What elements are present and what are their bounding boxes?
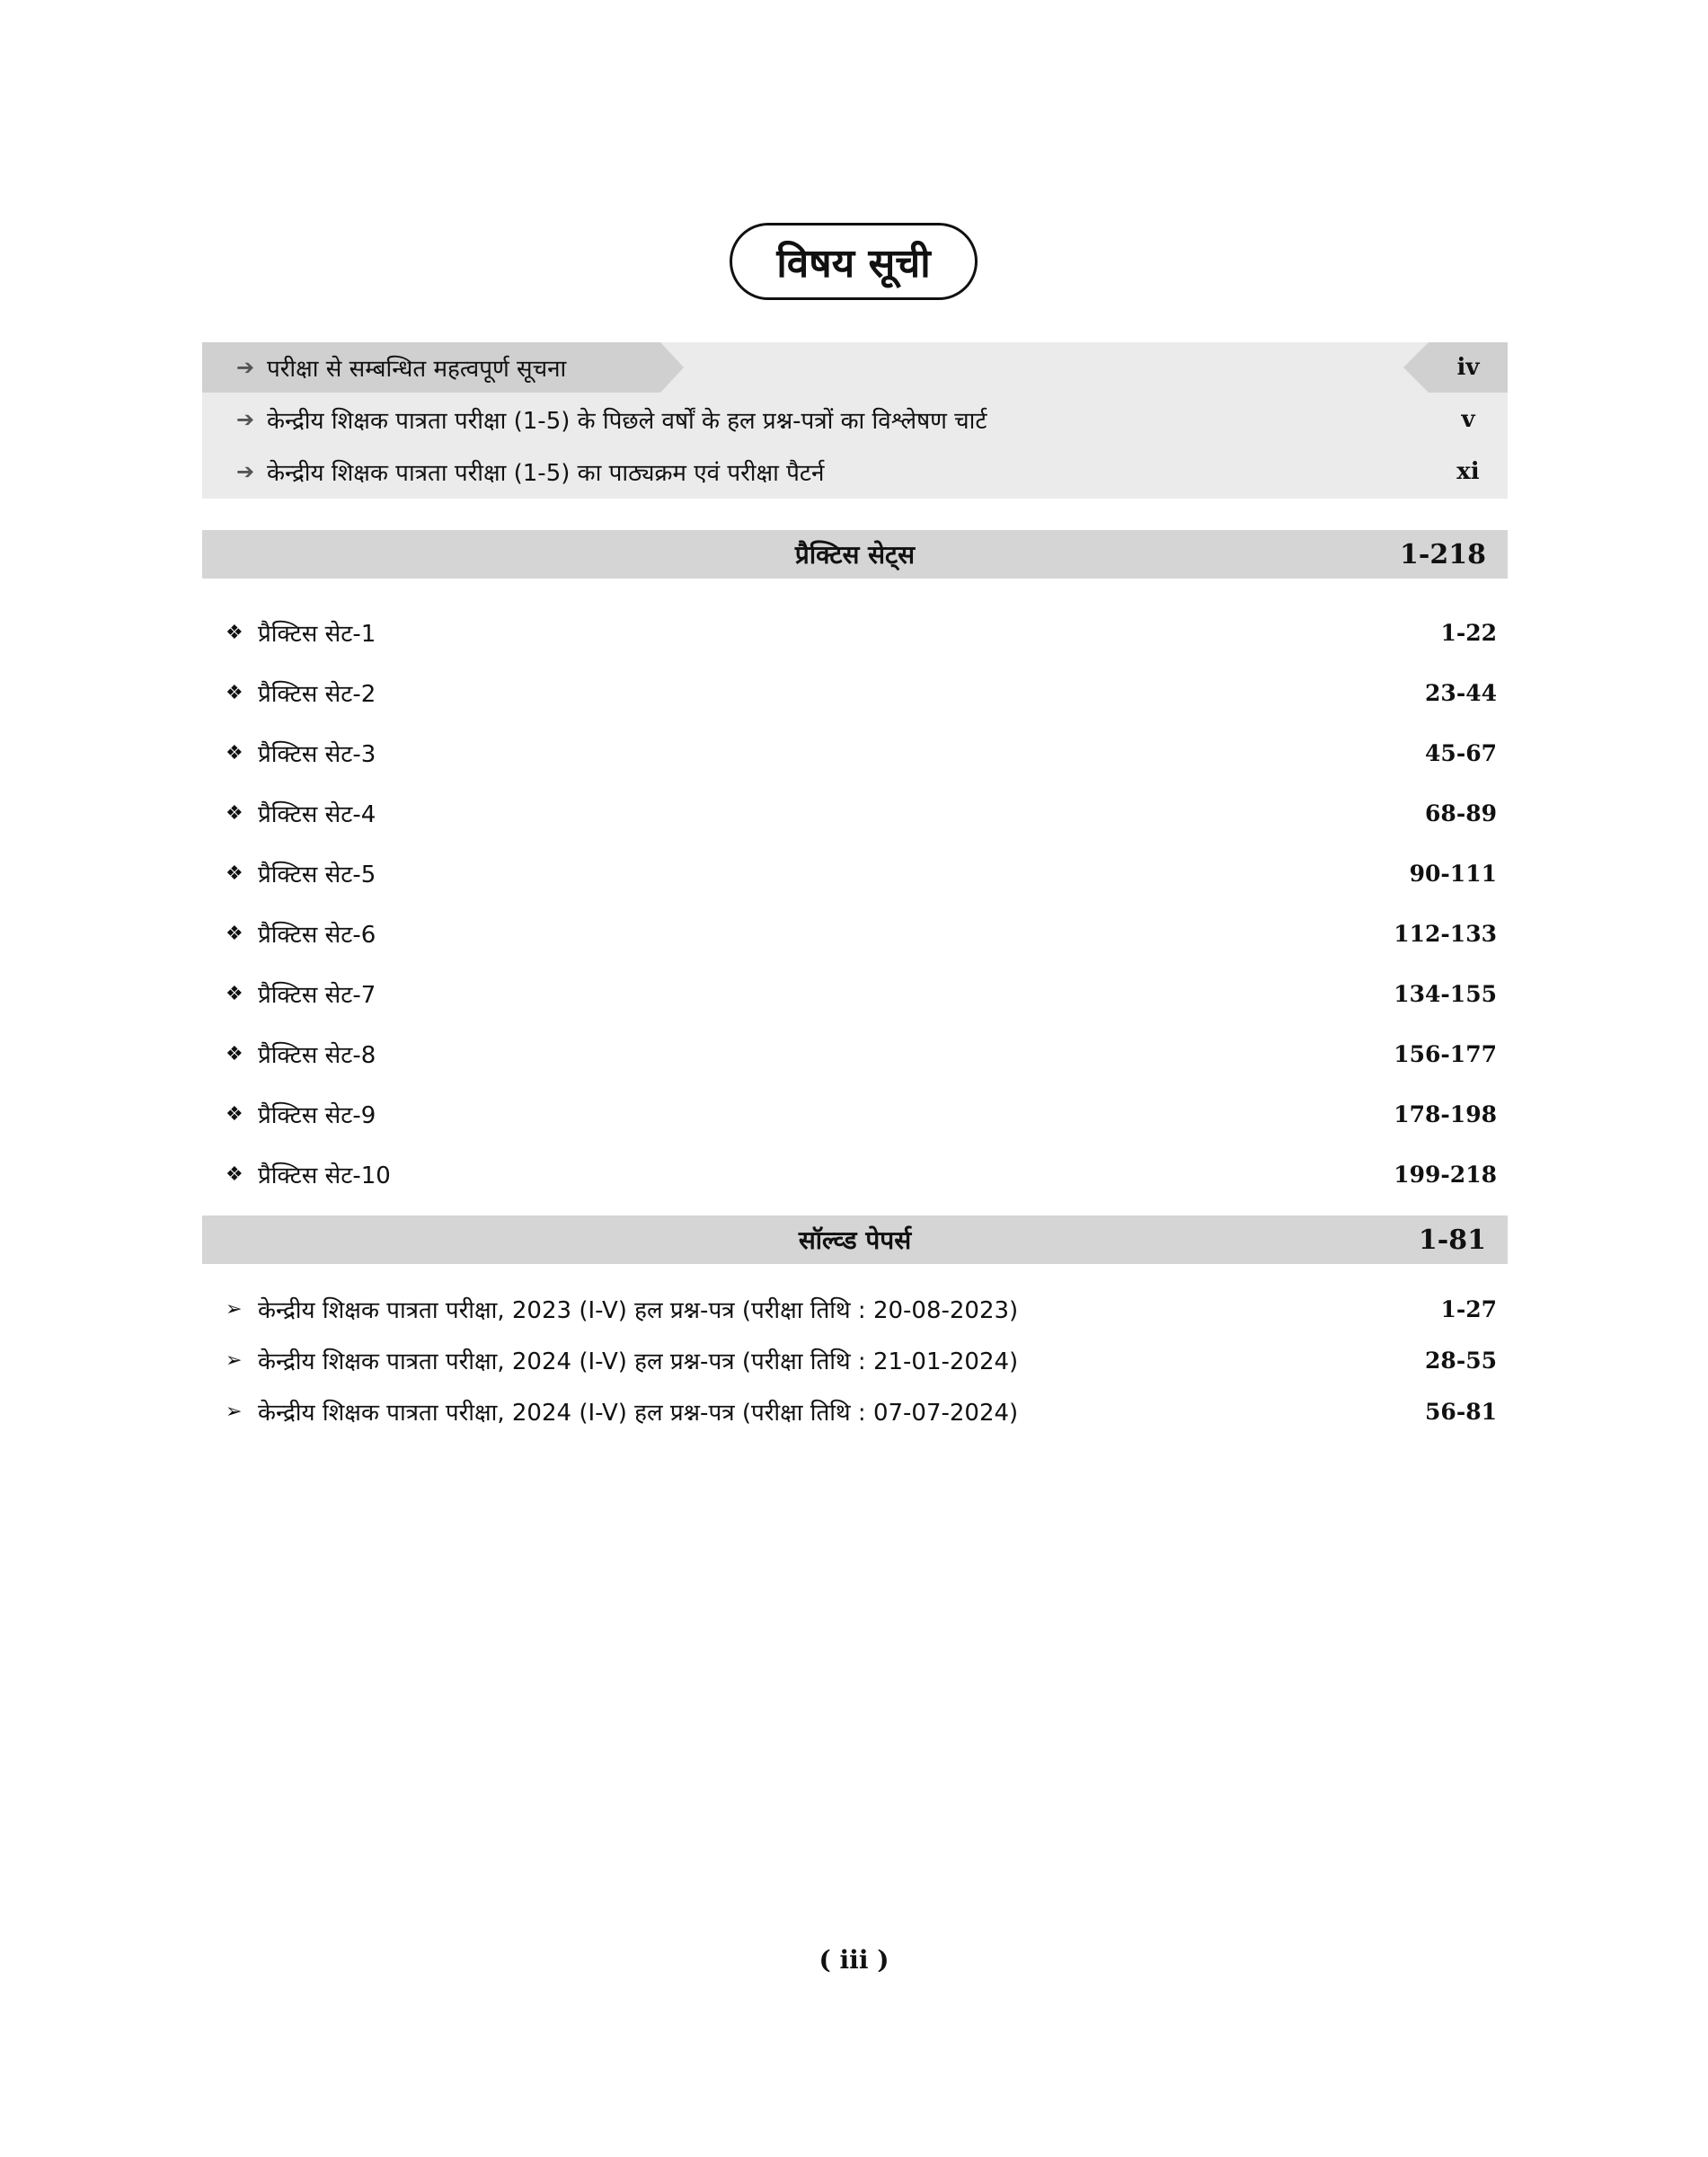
arrow-right-icon: ➔	[236, 407, 255, 432]
toc-item-pages: 68-89	[1425, 800, 1497, 827]
toc-item-pages: 178-198	[1394, 1101, 1497, 1127]
toc-item-label: प्रैक्टिस सेट-8	[258, 1042, 376, 1069]
intro-item-label: केन्द्रीय शिक्षक पात्रता परीक्षा (1-5) का पाठ्यक्रम एवं परीक्षा पैटर्न	[267, 460, 825, 487]
section-page-range: 1-81	[1418, 1224, 1486, 1256]
diamond-bullet-icon: ❖	[226, 801, 243, 825]
toc-item-practice-set-10[interactable]	[202, 1156, 1508, 1192]
toc-item-practice-set-2[interactable]	[202, 675, 1508, 711]
toc-item-pages: 90-111	[1409, 860, 1497, 887]
toc-item-solved-paper-2[interactable]	[202, 1342, 1508, 1378]
toc-item-label: केन्द्रीय शिक्षक पात्रता परीक्षा, 2024 (I-V) हल प्रश्न-पत्र (परीक्षा तिथि : 21-01-2024)	[258, 1348, 1019, 1375]
toc-item-label: प्रैक्टिस सेट-10	[258, 1162, 391, 1189]
intro-item-label: परीक्षा से सम्बन्धित महत्वपूर्ण सूचना	[267, 356, 567, 383]
page-title: विषय सूची	[730, 223, 978, 300]
diamond-bullet-icon: ❖	[226, 621, 243, 644]
diamond-bullet-icon: ❖	[226, 681, 243, 704]
toc-item-label: प्रैक्टिस सेट-3	[258, 741, 376, 768]
intro-item-page: iv	[1456, 354, 1480, 381]
toc-item-pages: 1-22	[1440, 619, 1497, 646]
toc-item-pages: 112-133	[1394, 920, 1497, 947]
toc-item-label: प्रैक्टिस सेट-2	[258, 681, 376, 708]
intro-item[interactable]	[202, 394, 1508, 445]
toc-item-label: केन्द्रीय शिक्षक पात्रता परीक्षा, 2024 (I-V) हल प्रश्न-पत्र (परीक्षा तिथि : 07-07-2024)	[258, 1400, 1019, 1427]
toc-item-pages: 1-27	[1440, 1295, 1497, 1322]
toc-item-practice-set-6[interactable]	[202, 915, 1508, 951]
intro-item[interactable]	[202, 342, 1508, 393]
toc-item-label: प्रैक्टिस सेट-6	[258, 922, 376, 949]
arrowhead-bullet-icon: ➢	[226, 1297, 243, 1321]
arrow-right-icon: ➔	[236, 355, 255, 380]
toc-item-label: प्रैक्टिस सेट-9	[258, 1102, 376, 1129]
arrowhead-bullet-icon: ➢	[226, 1400, 243, 1423]
toc-item-label: प्रैक्टिस सेट-5	[258, 862, 376, 888]
toc-item-pages: 23-44	[1425, 679, 1497, 706]
intro-item[interactable]	[202, 446, 1508, 497]
toc-item-label: प्रैक्टिस सेट-1	[258, 621, 376, 648]
toc-item-pages: 156-177	[1394, 1040, 1497, 1067]
diamond-bullet-icon: ❖	[226, 922, 243, 945]
intro-block	[202, 342, 1508, 499]
section-header-solved-papers[interactable]	[202, 1216, 1508, 1264]
toc-item-practice-set-9[interactable]	[202, 1096, 1508, 1132]
diamond-bullet-icon: ❖	[226, 1102, 243, 1126]
toc-item-pages: 28-55	[1425, 1347, 1497, 1374]
arrow-right-icon: ➔	[236, 459, 255, 484]
toc-item-practice-set-4[interactable]	[202, 795, 1508, 831]
intro-item-page: xi	[1456, 458, 1480, 485]
section-header-practice-sets[interactable]	[202, 530, 1508, 579]
toc-item-practice-set-8[interactable]	[202, 1036, 1508, 1072]
diamond-bullet-icon: ❖	[226, 1042, 243, 1065]
diamond-bullet-icon: ❖	[226, 1162, 243, 1186]
toc-item-pages: 56-81	[1425, 1398, 1497, 1425]
diamond-bullet-icon: ❖	[226, 741, 243, 765]
toc-item-practice-set-7[interactable]	[202, 976, 1508, 1012]
toc-item-label: केन्द्रीय शिक्षक पात्रता परीक्षा, 2023 (I-V) हल प्रश्न-पत्र (परीक्षा तिथि : 20-08-2023)	[258, 1297, 1019, 1324]
section-title: प्रैक्टिस सेट्स	[794, 540, 916, 570]
intro-item-label: केन्द्रीय शिक्षक पात्रता परीक्षा (1-5) के पिछले वर्षों के हल प्रश्न-पत्रों का विश्लेषण चार्ट	[267, 408, 987, 435]
diamond-bullet-icon: ❖	[226, 862, 243, 885]
section-title: सॉल्व्ड पेपर्स	[798, 1225, 912, 1255]
page-number: ( iii )	[819, 1945, 889, 1975]
arrowhead-bullet-icon: ➢	[226, 1348, 243, 1372]
toc-item-label: प्रैक्टिस सेट-7	[258, 982, 376, 1009]
toc-item-pages: 199-218	[1394, 1161, 1497, 1188]
toc-item-pages: 134-155	[1394, 980, 1497, 1007]
toc-item-practice-set-5[interactable]	[202, 855, 1508, 891]
section-page-range: 1-218	[1400, 538, 1486, 570]
toc-item-label: प्रैक्टिस सेट-4	[258, 801, 376, 828]
intro-item-page: v	[1461, 406, 1475, 433]
toc-item-solved-paper-1[interactable]	[202, 1291, 1508, 1327]
toc-item-practice-set-1[interactable]	[202, 614, 1508, 650]
toc-item-pages: 45-67	[1425, 739, 1497, 766]
diamond-bullet-icon: ❖	[226, 982, 243, 1005]
toc-item-solved-paper-3[interactable]	[202, 1393, 1508, 1429]
toc-item-practice-set-3[interactable]	[202, 735, 1508, 771]
